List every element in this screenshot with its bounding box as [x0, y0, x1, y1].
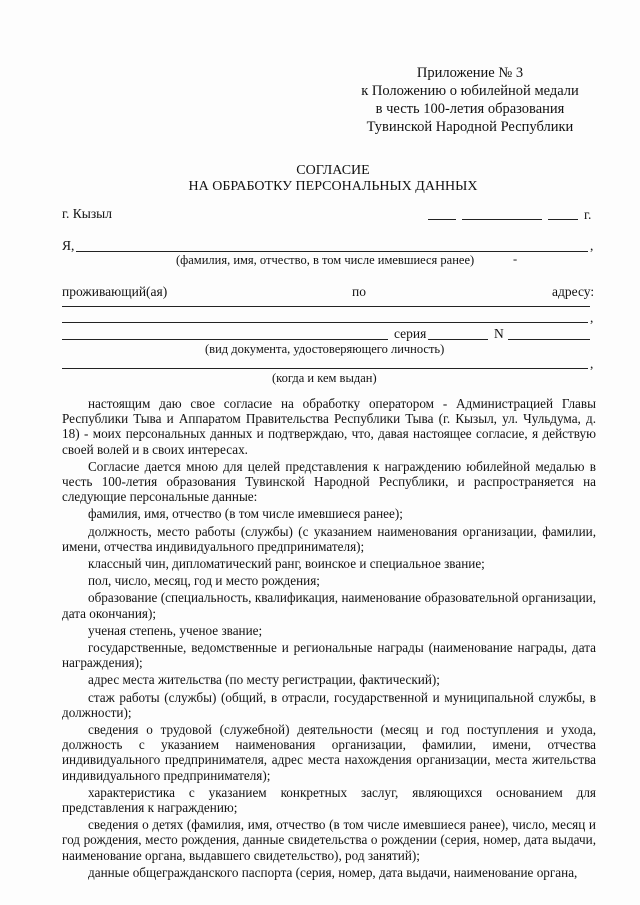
list-item-rank: классный чин, дипломатический ранг, воинское и специальное звание; — [88, 556, 485, 572]
city-label: г. Кызыл — [62, 206, 112, 221]
consent-body — [62, 396, 596, 882]
year-suffix: г. — [584, 207, 592, 222]
fio-caption: (фамилия, имя, отчество, в том числе имевшиеся ранее) — [176, 253, 475, 267]
list-item-employment: сведения о трудовой (служебной) деятельности (месяц и год поступления и ухода, должность с указанием наименования организации, фамилии, имени, отчества индивидуального предпринимателя, адрес места нахождения организации, места жительства индивидуального предпринимателя); — [62, 722, 596, 783]
number-field[interactable] — [508, 339, 590, 340]
address-field-1[interactable] — [62, 306, 590, 307]
annex-line-3: в честь 100-летия образования — [375, 101, 565, 117]
comma-2: , — [590, 310, 594, 325]
resident-label: проживающий(ая) — [62, 284, 168, 299]
po-label: по — [352, 284, 366, 299]
comma-1: , — [590, 238, 594, 253]
list-item-birth: пол, число, месяц, год и место рождения; — [88, 573, 320, 589]
date-month-field[interactable] — [462, 219, 542, 220]
i-label: Я, — [62, 238, 75, 253]
document-subtitle: НА ОБРАБОТКУ ПЕРСОНАЛЬНЫХ ДАННЫХ — [188, 179, 478, 194]
paragraph-consent-statement: настоящим даю свое согласие на обработку оператором - Администрацией Главы Республики Тыва и Аппаратом Правительства Республики Тыва (г. Кызыл, ул. Чульдума, д. 18) - моих персональных данных и подтверждаю, что, давая настоящее согласие, я действую своей волей и в своих интересах. — [62, 396, 596, 457]
list-item-degree: ученая степень, ученое звание; — [88, 622, 263, 638]
list-item-education: образование (специальность, квалификация, наименование образовательной организации, дата окончания); — [62, 590, 596, 621]
list-item-experience: стаж работы (службы) (общий, в отрасли, государственной и муниципальной службы, в должности); — [62, 689, 596, 720]
issued-caption: (когда и кем выдан) — [272, 371, 377, 385]
document-title: СОГЛАСИЕ — [296, 163, 370, 178]
annex-header — [350, 64, 590, 136]
date-day-field[interactable] — [428, 219, 456, 220]
address-label: адресу: — [552, 284, 595, 299]
list-item-position: должность, место работы (службы) (с указанием наименования организации, фамилии, имени, отчества индивидуального предпринимателя); — [62, 523, 596, 554]
issued-by-field[interactable] — [62, 368, 588, 369]
list-item-residence: адрес места жительства (по месту регистрации, фактический); — [88, 672, 440, 688]
address-field-2[interactable] — [62, 322, 588, 323]
doc-caption: (вид документа, удостоверяющего личность) — [205, 342, 445, 356]
number-label: N — [494, 326, 504, 341]
list-item-full-name: фамилия, имя, отчество (в том числе имевшиеся ранее); — [88, 506, 403, 522]
list-item-awards: государственные, ведомственные и региональные награды (наименование награды, дата награждения); — [62, 640, 596, 671]
list-item-passport: данные общегражданского паспорта (серия, номер, дата выдачи, наименование органа, — [88, 864, 578, 880]
series-label: серия — [394, 326, 427, 341]
date-year-field[interactable] — [548, 219, 578, 220]
comma-3: , — [590, 356, 594, 371]
annex-line-1: Приложение № 3 — [416, 65, 524, 81]
list-item-characteristic: характеристика с указанием конкретных заслуг, являющихся основанием для представления к награждению; — [62, 784, 596, 816]
list-item-children: сведения о детях (фамилия, имя, отчество (в том числе имевшиеся ранее), число, месяц и год рождения, место рождения, данные свидетельства о рождении (серия, номер, дата выдачи, наименование органа, выдавшего свидетельство), род занятий); — [62, 817, 596, 863]
annex-line-4: Тувинской Народной Республики — [366, 119, 574, 135]
paragraph-consent-purpose: Согласие дается мною для целей представления к награждению юбилейной медалью в честь 100-летия образования Тувинской Народной Республики, и распространяется на следующие персональные данные: — [62, 458, 596, 505]
stray-dash: - — [513, 252, 518, 266]
series-field[interactable] — [428, 339, 488, 340]
full-name-field[interactable] — [76, 251, 588, 252]
id-document-type-field[interactable] — [62, 339, 388, 340]
annex-line-2: к Положению о юбилейной медали — [361, 83, 579, 99]
